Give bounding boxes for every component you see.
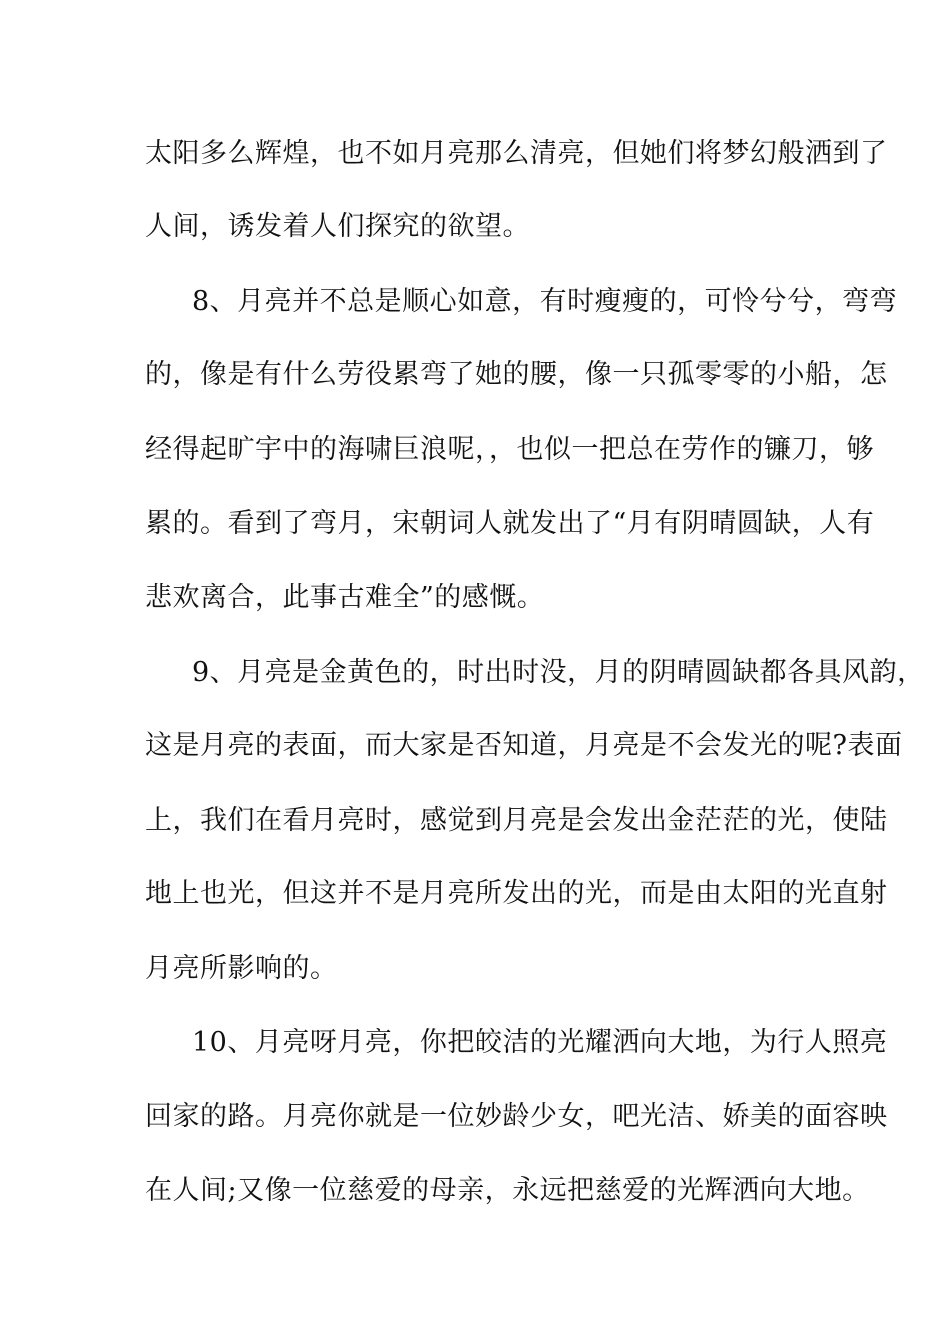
text-line: 这是月亮的表面，而大家是否知道，月亮是不会发光的呢?表面	[145, 730, 903, 761]
text-line: 地上也光，但这并不是月亮所发出的光，而是由太阳的光直射	[145, 878, 888, 909]
text-line: 人间，诱发着人们探究的欲望。	[145, 211, 530, 242]
text-line: 悲欢离合，此事古难全”的感慨。	[145, 582, 545, 613]
paragraph-9-start: 9、月亮是金黄色的，时出时没，月的阴晴圆缺都各具风韵，	[192, 657, 925, 688]
text-line: 累的。看到了弯月，宋朝词人就发出了“月有阴晴圆缺，人有	[145, 508, 875, 539]
text-line: 经得起旷宇中的海啸巨浪呢，，也似一把总在劳作的镰刀，够	[145, 434, 874, 465]
text-line: 回家的路。月亮你就是一位妙龄少女，吧光洁、娇美的面容映	[145, 1101, 888, 1132]
paragraph-10-start: 10、月亮呀月亮，你把皎洁的光耀洒向大地，为行人照亮	[192, 1027, 888, 1058]
paragraph-8-start: 8、月亮并不总是顺心如意，有时瘦瘦的，可怜兮兮，弯弯	[192, 286, 898, 317]
text-line: 月亮所影响的。	[145, 953, 338, 984]
text-line: 的，像是有什么劳役累弯了她的腰，像一只孤零零的小船，怎	[145, 359, 888, 390]
text-line: 在人间;又像一位慈爱的母亲，永远把慈爱的光辉洒向大地。	[145, 1175, 870, 1206]
text-line: 上，我们在看月亮时，感觉到月亮是会发出金茫茫的光，使陆	[145, 805, 888, 836]
text-line: 太阳多么辉煌，也不如月亮那么清亮，但她们将梦幻般洒到了	[145, 138, 888, 169]
